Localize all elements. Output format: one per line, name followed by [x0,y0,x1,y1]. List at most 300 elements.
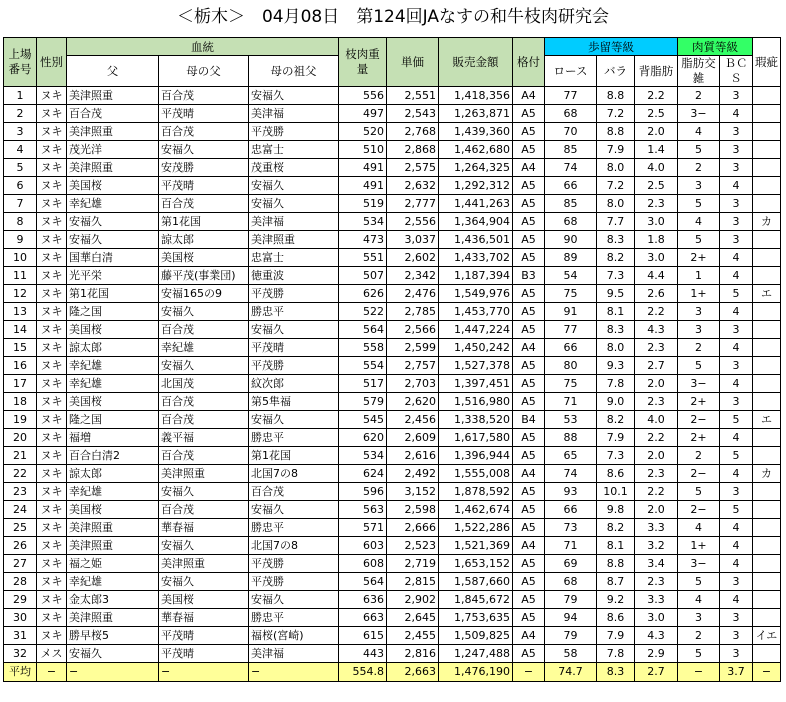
row-loin: 68 [545,213,597,231]
row-bcs: 4 [720,303,753,321]
row-grade: A5 [513,249,545,267]
row-grade: A5 [513,609,545,627]
row-sex: ヌキ [37,447,67,465]
row-bcs: 4 [720,177,753,195]
row-sex: ヌキ [37,393,67,411]
row-fat: 3.0 [635,213,678,231]
table-row [4,609,781,627]
table-row [4,105,781,123]
row-rib: 7.8 [597,375,635,393]
row-price: 2,816 [387,645,439,663]
row-mgf: 華春福 [159,609,249,627]
table-row [4,87,781,105]
row-bcs: 4 [720,429,753,447]
row-loin: 77 [545,321,597,339]
table-row [4,195,781,213]
table-row [4,141,781,159]
row-grade: A5 [513,285,545,303]
header-price: 単価 [387,38,439,87]
row-mggf: 平茂勝 [249,555,339,573]
row-sex: ヌキ [37,87,67,105]
row-marbling: 2− [678,465,720,483]
row-amount: 1,527,378 [439,357,513,375]
row-father: 美津照重 [67,519,159,537]
row-rib: 8.2 [597,519,635,537]
row-weight: 556 [339,87,387,105]
row-bcs: 4 [720,339,753,357]
row-rib: 9.8 [597,501,635,519]
row-father: 諒太郎 [67,465,159,483]
row-weight: 620 [339,429,387,447]
table-row [4,447,781,465]
row-sex: ヌキ [37,537,67,555]
row-fat: 2.5 [635,177,678,195]
row-loin: 74 [545,159,597,177]
row-mggf: 勝忠平 [249,519,339,537]
row-weight: 636 [339,591,387,609]
row-defect [753,105,781,123]
row-weight: 519 [339,195,387,213]
row-rib: 10.1 [597,483,635,501]
row-weight: 579 [339,393,387,411]
row-no: 12 [4,285,37,303]
row-defect [753,303,781,321]
row-rib: 7.2 [597,177,635,195]
row-rib: 7.2 [597,105,635,123]
row-amount: 1,845,672 [439,591,513,609]
row-loin: 69 [545,555,597,573]
row-no: 5 [4,159,37,177]
row-mgf: 平茂晴 [159,177,249,195]
row-bcs: 3 [720,357,753,375]
row-rib: 7.7 [597,213,635,231]
table-row [4,483,781,501]
average-grade: − [513,663,545,682]
row-marbling: 2+ [678,429,720,447]
row-marbling: 1 [678,267,720,285]
average-bcs: 3.7 [720,663,753,682]
row-grade: A4 [513,627,545,645]
row-loin: 53 [545,411,597,429]
row-rib: 8.1 [597,303,635,321]
row-grade: A4 [513,87,545,105]
row-mggf: 安福久 [249,591,339,609]
row-mgf: 平茂晴 [159,105,249,123]
table-row [4,357,781,375]
row-amount: 1,555,008 [439,465,513,483]
row-father: 安福久 [67,645,159,663]
row-mgf: 藤平茂(事業団) [159,267,249,285]
table-row [4,123,781,141]
row-bcs: 4 [720,105,753,123]
table-row [4,285,781,303]
average-rib: 8.3 [597,663,635,682]
row-mggf: 忠富士 [249,141,339,159]
row-sex: ヌキ [37,195,67,213]
row-rib: 8.8 [597,87,635,105]
row-weight: 443 [339,645,387,663]
row-defect [753,609,781,627]
row-father: 金太郎3 [67,591,159,609]
row-mgf: 美津照重 [159,465,249,483]
header-marbling: 脂肪交雑 [678,56,720,87]
row-amount: 1,878,592 [439,483,513,501]
row-amount: 1,753,635 [439,609,513,627]
row-defect [753,177,781,195]
row-father: 美国桜 [67,321,159,339]
row-weight: 517 [339,375,387,393]
row-loin: 68 [545,573,597,591]
row-fat: 2.3 [635,465,678,483]
row-father: 安福久 [67,231,159,249]
row-marbling: 2− [678,411,720,429]
table-row [4,393,781,411]
row-fat: 2.0 [635,375,678,393]
row-rib: 8.0 [597,195,635,213]
header-quality-group: 肉質等級 [678,38,753,56]
table-row [4,411,781,429]
row-sex: ヌキ [37,285,67,303]
row-marbling: 2+ [678,393,720,411]
row-father: 光平栄 [67,267,159,285]
row-father: 福之姫 [67,555,159,573]
table-row [4,465,781,483]
row-sex: ヌキ [37,249,67,267]
table-row [4,519,781,537]
row-bcs: 4 [720,465,753,483]
row-no: 2 [4,105,37,123]
row-grade: A5 [513,501,545,519]
row-weight: 603 [339,537,387,555]
row-mggf: 安福久 [249,501,339,519]
row-no: 27 [4,555,37,573]
row-mgf: 百合茂 [159,447,249,465]
row-sex: ヌキ [37,213,67,231]
row-sex: ヌキ [37,303,67,321]
row-father: 幸紀雄 [67,357,159,375]
row-defect [753,393,781,411]
row-price: 2,757 [387,357,439,375]
row-no: 14 [4,321,37,339]
table-row [4,159,781,177]
row-loin: 90 [545,231,597,249]
row-marbling: 2 [678,627,720,645]
row-amount: 1,433,702 [439,249,513,267]
row-weight: 563 [339,501,387,519]
row-mggf: 美津福 [249,105,339,123]
row-defect [753,141,781,159]
row-father: 隆之国 [67,411,159,429]
row-price: 2,632 [387,177,439,195]
row-amount: 1,450,242 [439,339,513,357]
row-loin: 66 [545,339,597,357]
table-row [4,321,781,339]
row-rib: 8.0 [597,339,635,357]
row-weight: 545 [339,411,387,429]
row-price: 2,645 [387,609,439,627]
row-amount: 1,439,360 [439,123,513,141]
row-mgf: 安福久 [159,303,249,321]
row-mgf: 安福165の9 [159,285,249,303]
row-sex: ヌキ [37,141,67,159]
row-sex: メス [37,645,67,663]
row-amount: 1,263,871 [439,105,513,123]
row-marbling: 3− [678,555,720,573]
row-rib: 9.5 [597,285,635,303]
row-rib: 7.9 [597,627,635,645]
row-amount: 1,436,501 [439,231,513,249]
table-row [4,573,781,591]
row-loin: 91 [545,303,597,321]
row-rib: 8.8 [597,123,635,141]
row-rib: 8.7 [597,573,635,591]
row-mgf: 安福久 [159,483,249,501]
table-row [4,537,781,555]
row-grade: A5 [513,231,545,249]
row-bcs: 5 [720,501,753,519]
row-defect [753,519,781,537]
row-price: 2,777 [387,195,439,213]
row-mgf: 第1花国 [159,213,249,231]
row-bcs: 3 [720,141,753,159]
row-weight: 564 [339,321,387,339]
row-bcs: 4 [720,555,753,573]
row-marbling: 2 [678,447,720,465]
row-amount: 1,509,825 [439,627,513,645]
row-rib: 9.3 [597,357,635,375]
row-no: 30 [4,609,37,627]
row-bcs: 3 [720,573,753,591]
row-father: 幸紀雄 [67,573,159,591]
row-mggf: 安福久 [249,195,339,213]
header-loin: ロース [545,56,597,87]
row-no: 25 [4,519,37,537]
header-bcs: ＢＣＳ [720,56,753,87]
table-row [4,249,781,267]
row-sex: ヌキ [37,267,67,285]
row-no: 20 [4,429,37,447]
row-grade: A5 [513,321,545,339]
row-fat: 2.2 [635,87,678,105]
row-fat: 4.0 [635,411,678,429]
row-defect: カ [753,213,781,231]
row-weight: 624 [339,465,387,483]
row-amount: 1,516,980 [439,393,513,411]
row-fat: 2.5 [635,105,678,123]
row-father: 美津照重 [67,87,159,105]
row-defect [753,321,781,339]
table-row [4,375,781,393]
row-mggf: 北国7の8 [249,465,339,483]
row-no: 11 [4,267,37,285]
row-marbling: 2− [678,501,720,519]
row-sex: ヌキ [37,339,67,357]
row-no: 17 [4,375,37,393]
row-fat: 1.4 [635,141,678,159]
row-no: 19 [4,411,37,429]
row-mggf: 勝忠平 [249,609,339,627]
row-father: 幸紀雄 [67,195,159,213]
row-no: 6 [4,177,37,195]
row-defect: イエ [753,627,781,645]
row-no: 10 [4,249,37,267]
average-mggf: − [249,663,339,682]
row-sex: ヌキ [37,591,67,609]
row-defect [753,267,781,285]
row-marbling: 5 [678,573,720,591]
row-sex: ヌキ [37,105,67,123]
row-bcs: 3 [720,321,753,339]
row-no: 28 [4,573,37,591]
row-bcs: 3 [720,627,753,645]
row-marbling: 2 [678,159,720,177]
row-fat: 2.2 [635,303,678,321]
average-defect: − [753,663,781,682]
row-grade: A5 [513,447,545,465]
row-bcs: 4 [720,519,753,537]
row-fat: 2.0 [635,123,678,141]
row-sex: ヌキ [37,411,67,429]
row-no: 9 [4,231,37,249]
row-no: 3 [4,123,37,141]
row-loin: 77 [545,87,597,105]
row-price: 2,768 [387,123,439,141]
row-price: 2,476 [387,285,439,303]
row-grade: A4 [513,339,545,357]
row-rib: 7.3 [597,267,635,285]
average-amount: 1,476,190 [439,663,513,682]
row-defect: エ [753,285,781,303]
row-bcs: 3 [720,87,753,105]
row-grade: A5 [513,375,545,393]
row-bcs: 5 [720,411,753,429]
row-sex: ヌキ [37,519,67,537]
header-fat: 背脂肪 [635,56,678,87]
row-grade: A5 [513,123,545,141]
row-defect [753,591,781,609]
table-row [4,339,781,357]
average-loin: 74.7 [545,663,597,682]
row-father: 美国桜 [67,177,159,195]
row-bcs: 3 [720,231,753,249]
row-mggf: 第5隼福 [249,393,339,411]
row-amount: 1,418,356 [439,87,513,105]
header-weight: 枝肉重量 [339,38,387,87]
row-rib: 9.0 [597,393,635,411]
row-father: 美津照重 [67,123,159,141]
row-mgf: 百合茂 [159,393,249,411]
row-no: 32 [4,645,37,663]
header-yield-group: 歩留等級 [545,38,678,56]
row-defect [753,555,781,573]
row-mgf: 安福久 [159,357,249,375]
row-grade: A5 [513,483,545,501]
row-price: 2,609 [387,429,439,447]
row-bcs: 5 [720,447,753,465]
row-fat: 2.3 [635,195,678,213]
header-amount: 販売金額 [439,38,513,87]
row-amount: 1,292,312 [439,177,513,195]
row-no: 7 [4,195,37,213]
row-marbling: 2+ [678,249,720,267]
table-row [4,627,781,645]
row-mggf: 美津福 [249,645,339,663]
row-price: 2,616 [387,447,439,465]
row-no: 22 [4,465,37,483]
average-price: 2,663 [387,663,439,682]
row-father: 国華白清 [67,249,159,267]
row-marbling: 2 [678,87,720,105]
row-rib: 8.2 [597,249,635,267]
row-fat: 2.7 [635,357,678,375]
table-row [4,267,781,285]
row-price: 2,666 [387,519,439,537]
row-fat: 2.2 [635,483,678,501]
row-bcs: 4 [720,591,753,609]
row-weight: 558 [339,339,387,357]
row-fat: 2.9 [635,645,678,663]
row-bcs: 3 [720,159,753,177]
row-weight: 534 [339,447,387,465]
row-price: 2,556 [387,213,439,231]
row-loin: 54 [545,267,597,285]
row-bcs: 3 [720,609,753,627]
row-no: 18 [4,393,37,411]
row-grade: A5 [513,429,545,447]
row-defect [753,429,781,447]
row-fat: 3.3 [635,591,678,609]
table-body [4,87,781,663]
row-fat: 4.3 [635,321,678,339]
row-loin: 74 [545,465,597,483]
row-sex: ヌキ [37,609,67,627]
row-grade: B3 [513,267,545,285]
row-father: 茂光洋 [67,141,159,159]
row-mggf: 勝忠平 [249,303,339,321]
row-amount: 1,521,369 [439,537,513,555]
table-row [4,645,781,663]
row-amount: 1,549,976 [439,285,513,303]
row-amount: 1,462,674 [439,501,513,519]
row-amount: 1,653,152 [439,555,513,573]
row-loin: 75 [545,285,597,303]
row-loin: 68 [545,105,597,123]
row-rib: 8.6 [597,609,635,627]
row-amount: 1,187,394 [439,267,513,285]
row-marbling: 5 [678,141,720,159]
row-defect [753,159,781,177]
row-mggf: 平茂勝 [249,573,339,591]
row-no: 29 [4,591,37,609]
row-price: 2,902 [387,591,439,609]
row-fat: 2.0 [635,447,678,465]
row-mggf: 平茂晴 [249,339,339,357]
row-rib: 8.0 [597,159,635,177]
row-mgf: 美津照重 [159,555,249,573]
row-father: 幸紀雄 [67,375,159,393]
row-no: 31 [4,627,37,645]
row-bcs: 3 [720,393,753,411]
row-marbling: 5 [678,645,720,663]
row-marbling: 3− [678,375,720,393]
table-row [4,501,781,519]
row-no: 8 [4,213,37,231]
row-defect: カ [753,465,781,483]
row-grade: A5 [513,303,545,321]
row-defect [753,447,781,465]
row-no: 23 [4,483,37,501]
row-rib: 7.9 [597,141,635,159]
